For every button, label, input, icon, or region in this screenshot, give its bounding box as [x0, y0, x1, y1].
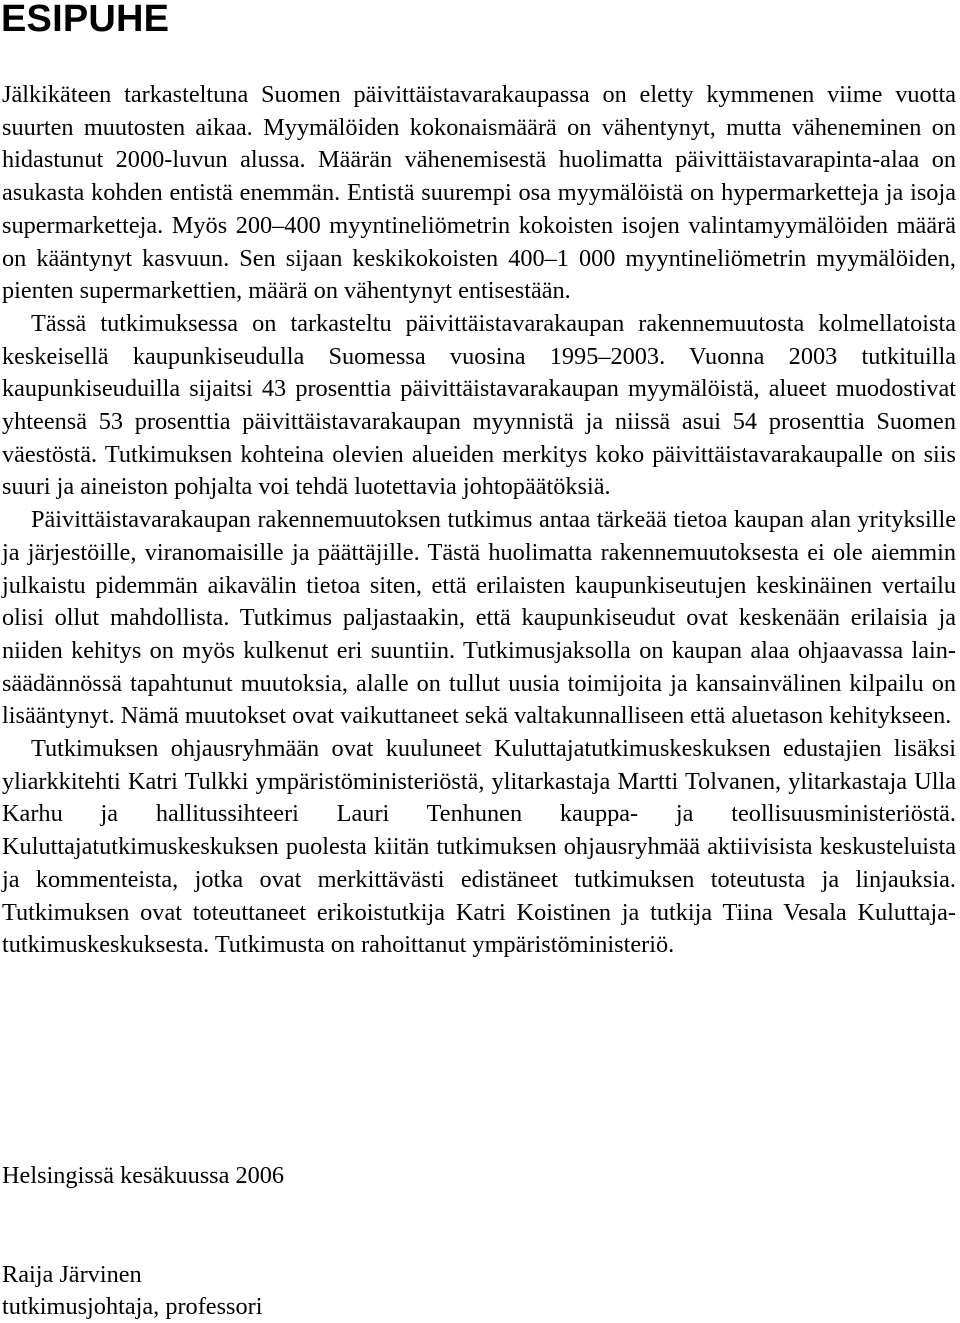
- signer-title: tutkimusjohtaja, professori: [2, 1293, 263, 1320]
- paragraph-4: Tutkimuksen ohjausryhmään ovat kuuluneet Kuluttajatutkimuskeskuksen edustajien lisäksi yliarkkitehti Katri Tulkki ympäristöministeriöstä, ylitarkastaja Martti Tolvanen, ylitarkastaja Ulla Karhu ja hallitussihteeri Lauri Tenhunen kauppa- ja teollisuusministeriöstä. Kuluttajatutkimuskeskuksen puolesta kiitän tutkimuksen ohjausryhmää aktiivisista keskusteluista ja kommenteista, jotka ovat merkittävästi edistäneet tutkimuksen toteutusta ja linjauksia. Tutkimuksen ovat toteuttaneet erikoistutkija Katri Koistinen ja tutkija Tiina Vesala Kuluttajatutkimuskeskuksesta. Tutkimusta on rahoittanut ympäristöministeriö.: [2, 735, 956, 959]
- page-heading: ESIPUHE: [1, 0, 170, 40]
- paragraph-1: Jälkikäteen tarkasteltuna Suomen päivittäistavarakaupassa on eletty kymmenen viime vuotta suurten muutosten aikaa. Myymälöiden kokonaismäärä on vähentynyt, mutta väheneminen on hidastunut 2000-luvun alussa. Määrän vähenemisestä huolimatta päivittäistavarapinta-alaa on asukasta kohden entistä enemmän. Entistä suurempi osa myymälöistä on hypermarketteja ja isoja supermarketteja. Myös 200–400 myyntineliömetrin kokoisten isojen valintamyymälöiden määrä on kääntynyt kasvuun. Sen sijaan keskikokoisten 400–1 000 myyntineliömetrin myymälöiden, pienten supermarkettien, määrä on vähentynyt entisestään.: [2, 81, 956, 305]
- paragraph-2: Tässä tutkimuksessa on tarkasteltu päivittäistavarakaupan rakennemuutosta kolmellatoista keskeisellä kaupunkiseudulla Suomessa vuosina 1995–2003. Vuonna 2003 tutkituilla kaupunkiseuduilla sijaitsi 43 prosenttia päivittäistavarakaupan myymälöistä, alueet muodostivat yhteensä 53 prosenttia päivittäistavarakaupan myynnistä ja niissä asui 54 prosenttia Suomen väestöstä. Tutkimuksen kohteina olevien alueiden merkitys koko päivittäistavarakaupalle on siis suuri ja aineiston pohjalta voi tehdä luotettavia johtopäätöksiä.: [2, 309, 956, 501]
- signer-name: Raija Järvinen: [2, 1261, 142, 1288]
- paragraph-3: Päivittäistavarakaupan rakennemuutoksen tutkimus antaa tärkeää tietoa kaupan alan yrityksille ja järjestöille, viranomaisille ja päättäjille. Tästä huolimatta rakennemuutoksesta ei ole aiemmin julkaistu pidemmän aikavälin tietoa siten, että erilaisten kaupunkiseutujen keskinäinen vertailu olisi ollut mahdollista. Tutkimus paljastaakin, että kaupunkiseudut ovat keskenään erilaisia ja niiden kehitys on myös kulkenut eri suuntiin. Tutkimusjaksolla on kaupan alaa ohjaavassa lainsäädännössä tapahtunut muutoksia, alalle on tullut uusia toimijoita ja kansainvälinen kilpailu on lisääntynyt. Nämä muutokset ovat vaikuttaneet sekä valtakunnalliseen että aluetason kehitykseen.: [2, 506, 956, 730]
- foreword-body: [2, 79, 956, 962]
- place-date: Helsingissä kesäkuussa 2006: [2, 1162, 285, 1189]
